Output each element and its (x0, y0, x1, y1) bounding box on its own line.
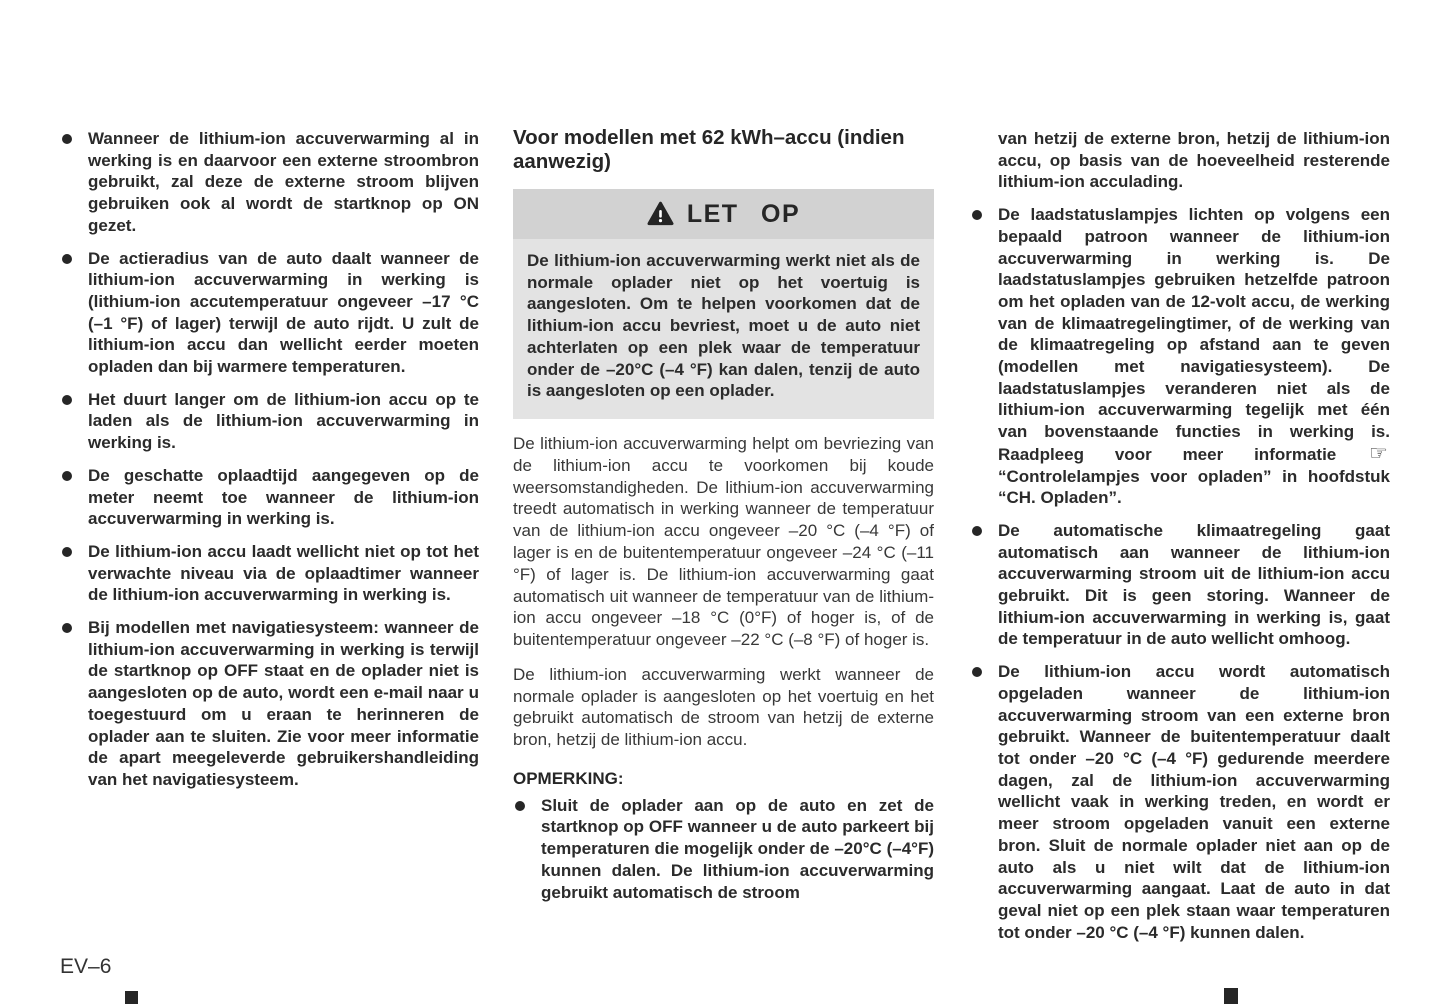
caution-text: De lithium-ion accuverwarming werkt niet als de normale oplader niet op het voertuig is aangesloten. Om te helpen voorkomen dat de lithium-ion accu bevriest, moet u de auto niet achterlaten op een plek waar de temperatuur onder de –20°C (–4 °F) kan dalen, tenzij de auto is aangesloten op een oplader. (527, 251, 920, 401)
bullet-icon (62, 471, 72, 481)
list-item (970, 661, 1390, 943)
bullet-text: Sluit de oplader aan op de auto en zet de startknop op OFF wanneer u de auto parkeert bij temperaturen die mogelijk onder de –20°C (–4°F) kunnen dalen. De lithium-ion accuverwarming gebruikt automatisch de stroom (541, 795, 934, 902)
pointing-hand-reference-icon: ☞ (1369, 441, 1388, 465)
bullet-icon (62, 134, 72, 144)
bullet-icon (62, 547, 72, 557)
bullet-text: Wanneer de lithium-ion accuverwarming al in werking is en daarvoor een externe stroombron gebruikt, zal deze de externe stroom blijven gebruiken ook al wordt de startknop op ON gezet. (88, 129, 479, 235)
bullet-text-after-reference: “Controlelampjes voor opladen” in hoofdstuk “CH. Opladen”. (998, 466, 1390, 508)
left-column (60, 128, 479, 802)
paragraph: De lithium-ion accuverwarming werkt wanneer de normale oplader is aangesloten op het voertuig en het gebruikt automatisch de stroom van hetzij de externe bron, hetzij de lithium-ion accu. (513, 664, 934, 750)
registration-mark-right (1224, 988, 1238, 1004)
bullet-icon (62, 623, 72, 633)
caution-box-body (513, 239, 934, 419)
caution-box-header (513, 189, 934, 239)
list-item (60, 465, 479, 530)
list-item (970, 204, 1390, 509)
list-item (60, 617, 479, 791)
bullet-text: Het duurt langer om de lithium-ion accu op te laden als de lithium-ion accuverwarming in werking is. (88, 389, 479, 453)
caution-title: LET OP (686, 199, 801, 228)
middle-column (513, 126, 934, 914)
note-label: OPMERKING: (513, 769, 624, 789)
bullet-text: De geschatte oplaadtijd aangegeven op de meter neemt toe wanneer de lithium-ion accuverwarming in werking is. (88, 465, 479, 529)
bullet-icon (62, 254, 72, 264)
page-number: EV–6 (60, 955, 112, 978)
bullet-icon (62, 395, 72, 405)
list-item (60, 389, 479, 454)
bullet-icon (515, 801, 525, 811)
list-item (60, 248, 479, 378)
caution-box (513, 189, 934, 419)
bullet-text: Bij modellen met navigatiesysteem: wanneer de lithium-ion accuverwarming in werking is terwijl de startknop op OFF staat en de oplader niet is aangesloten op de auto, wordt een e-mail naar u toegestuurd om u eraan te herinneren de oplader aan te sluiten. Zie voor meer informatie de apart meegeleverde gebruikershandleiding van het navigatiesysteem. (88, 618, 479, 789)
list-item (970, 520, 1390, 650)
list-item (60, 541, 479, 606)
bullet-text (998, 204, 1390, 509)
list-item (513, 795, 934, 904)
bullet-text: De lithium-ion accu wordt automatisch opgeladen wanneer de lithium-ion accuverwarming stroom van een externe bron gebruikt. Wanneer de buitentemperatuur daalt tot onder –20 °C (–4 °F) gedurende meerdere dagen, zal de lithium-ion accuverwarming wellicht vaak in werking treden, en wordt er meer stroom opgeladen vanuit een externe bron. Sluit de normale oplader niet aan op de auto als u niet wilt dat de lithium-ion accuverwarming aangaat. Laat de auto in dat geval niet op een plek staan waar temperaturen tot onder –20 °C (–4 °F) kunnen dalen. (998, 662, 1390, 942)
bullet-text-before-reference: De laadstatuslampjes lichten op volgens een bepaald patroon wanneer de lithium-ion accuverwarming in werking is. De laadstatuslampjes gebruiken hetzelfde patroon om het opladen van de 12-volt accu, de werking van de klimaatregelingtimer, of de werking van de klimaatregeling op afstand aan te geven (modellen met navigatiesysteem). De laadstatuslampjes veranderen niet als de lithium-ion accuverwarming tegelijk met één van bovenstaande functies in werking is. Raadpleeg voor meer informatie (998, 205, 1390, 464)
list-item (60, 128, 479, 237)
bullet-icon (972, 210, 982, 220)
bullet-text: De lithium-ion accu laadt wellicht niet op tot het verwachte niveau via de oplaadtimer wanneer de lithium-ion accuverwarming in werking is. (88, 541, 479, 605)
bullet-text: De automatische klimaatregeling gaat automatisch aan wanneer de lithium-ion accuverwarming stroom uit de lithium-ion accu gebruikt. Dit is geen storing. Wanneer de lithium-ion accuverwarming in werking is, gaat de temperatuur in de auto wellicht omhoog. (998, 520, 1390, 649)
paragraph: De lithium-ion accuverwarming helpt om bevriezing van de lithium-ion accu te voorkomen bij koude weersomstandigheden. De lithium-ion accuverwarming treedt automatisch in werking wanneer de temperatuur van de lithium-ion accu ongeveer –20 °C (–4 °F) of lager is en de buitentemperatuur ongeveer –24 °C (–11 °F) of lager is. De lithium-ion accuverwarming gaat automatisch uit wanneer de temperatuur van de lithium-ion accu ongeveer –18 °C (0°F) of hoger is, of de buitentemperatuur ongeveer –22 °C (–8 °F) of hoger is. (513, 433, 934, 650)
continuation-text: van hetzij de externe bron, hetzij de lithium-ion accu, op basis van de hoeveelheid resterende lithium-ion acculading. (998, 129, 1390, 192)
section-heading: Voor modellen met 62 kWh–accu (indien aanwezig) (513, 126, 905, 173)
bullet-icon (972, 667, 982, 677)
warning-triangle-icon (647, 201, 674, 226)
registration-mark-left (125, 991, 138, 1004)
bullet-text: De actieradius van de auto daalt wanneer de lithium-ion accuverwarming in werking is (lithium-ion accutemperatuur ongeveer –17 °C (–1 °F) of lager) terwijl de auto rijdt. U zult de lithium-ion accu dan wellicht eerder moeten opladen dan bij warmere temperaturen. (88, 248, 479, 377)
right-column (970, 128, 1390, 954)
bullet-icon (972, 526, 982, 536)
